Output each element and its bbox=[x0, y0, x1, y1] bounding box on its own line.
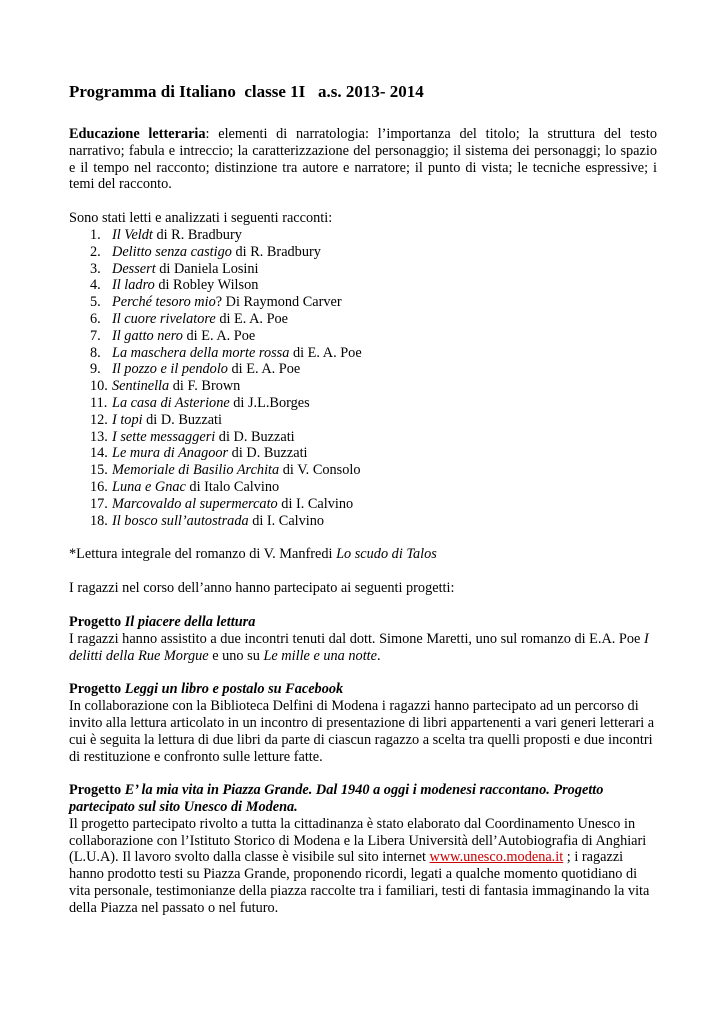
racconto-number: 15. bbox=[90, 462, 108, 479]
racconto-title: La casa di Asterione bbox=[112, 394, 230, 411]
racconto-item bbox=[90, 243, 657, 261]
lettura-integrale-text: *Lettura integrale del romanzo di V. Manfredi bbox=[69, 546, 337, 563]
racconto-title: La maschera della morte rossa bbox=[112, 344, 290, 361]
racconto-item bbox=[90, 226, 657, 244]
racconto-number: 18. bbox=[90, 512, 108, 529]
racconto-title: Luna e Gnac bbox=[112, 478, 186, 495]
racconto-number: 10. bbox=[90, 378, 108, 395]
progetto1-label: Progetto bbox=[69, 613, 125, 630]
racconto-title: I topi bbox=[112, 411, 143, 428]
racconto-item bbox=[90, 344, 657, 362]
racconto-author: di D. Buzzati bbox=[142, 411, 222, 428]
racconto-number: 17. bbox=[90, 495, 108, 512]
racconto-author: di Italo Calvino bbox=[185, 478, 280, 495]
racconto-author: di F. Brown bbox=[169, 378, 241, 395]
racconto-author: di V. Consolo bbox=[279, 462, 361, 479]
progetto3-label: Progetto bbox=[69, 782, 125, 799]
racconto-number: 9. bbox=[90, 361, 101, 378]
racconto-item bbox=[90, 294, 657, 311]
racconto-item bbox=[90, 462, 657, 479]
racconto-number: 14. bbox=[90, 445, 108, 462]
progetto1-text-a: I ragazzi hanno assistito a due incontri tenuti dal dott. Simone Maretti, uno sul romanzo di E.A. Poe bbox=[69, 630, 644, 647]
racconto-author: di E. A. Poe bbox=[182, 327, 256, 344]
racconto-item bbox=[90, 277, 657, 294]
racconto-title: Delitto senza castigo bbox=[112, 243, 232, 260]
racconti-list bbox=[69, 227, 657, 529]
racconto-number: 12. bbox=[90, 411, 108, 428]
racconto-title: Il ladro bbox=[112, 277, 155, 294]
racconto-number: 16. bbox=[90, 478, 108, 495]
racconto-author: di E. A. Poe bbox=[215, 310, 289, 327]
progetto3-heading bbox=[69, 782, 657, 816]
racconto-author: di D. Buzzati bbox=[215, 428, 295, 445]
progetto3-text-b: ; i ragazzi hanno prodotto testi su Piazza Grande, proponendo ricordi, legati a qualche momento quotidiano di vita personale, testimonianze della piazza raccolte tra i familiari, testi di fantasia immaginando la vita della Piazza nel passato o nel futuro. bbox=[69, 849, 650, 916]
racconto-title: Il cuore rivelatore bbox=[112, 310, 216, 327]
racconto-item bbox=[90, 428, 657, 446]
racconto-title: Sentinella bbox=[112, 378, 170, 395]
racconto-title: Il pozzo e il pendolo bbox=[112, 361, 228, 378]
racconto-author: di E. A. Poe bbox=[227, 361, 301, 378]
racconto-number: 13. bbox=[90, 428, 108, 445]
progetto1-text-b: e uno su bbox=[208, 647, 264, 664]
racconto-author: di Robley Wilson bbox=[154, 277, 259, 294]
racconto-author: di I. Calvino bbox=[277, 495, 354, 512]
progetto3-name: E’ la mia vita in Piazza Grande. Dal 1940 a oggi i modenesi raccontano. Progetto partecipato sul sito Unesco di Modena. bbox=[69, 782, 604, 816]
progetto3-body bbox=[69, 816, 657, 917]
lettura-integrale-title: Lo scudo di Talos bbox=[336, 546, 437, 563]
racconto-author: ? Di Raymond Carver bbox=[215, 294, 342, 311]
racconto-number: 2. bbox=[90, 243, 101, 260]
racconto-author: di D. Buzzati bbox=[228, 445, 308, 462]
progetto1-name: Il piacere della lettura bbox=[124, 613, 256, 630]
lettura-integrale bbox=[69, 546, 657, 563]
racconto-item bbox=[90, 495, 657, 513]
racconto-item bbox=[90, 361, 657, 378]
racconto-number: 5. bbox=[90, 294, 101, 311]
progetto2-heading bbox=[69, 681, 657, 698]
racconto-item bbox=[90, 411, 657, 429]
racconto-number: 4. bbox=[90, 277, 101, 294]
racconto-title: Il Veldt bbox=[112, 226, 153, 243]
racconto-number: 3. bbox=[90, 260, 101, 277]
racconto-item bbox=[90, 378, 657, 395]
racconto-author: di Daniela Losini bbox=[155, 260, 259, 277]
racconto-item bbox=[90, 260, 657, 278]
educazione-letteraria-paragraph bbox=[69, 126, 657, 193]
document-title: Programma di Italiano classe 1I a.s. 2013- 2014 bbox=[69, 82, 424, 101]
racconto-number: 1. bbox=[90, 226, 101, 243]
racconto-item bbox=[90, 445, 657, 462]
progetto3-text-a: Il progetto partecipato rivolto a tutta la cittadinanza è stato elaborato dal Coordinamento Unesco in collaborazione con l’Istituto Storico di Modena e la Libera Università dell’Autobiografia di Anghiari (L.U.A). Il lavoro svolto dalla classe è visibile sul sito internet bbox=[69, 815, 647, 866]
racconto-title: Perché tesoro mio bbox=[112, 294, 216, 311]
racconto-title: Il bosco sull’autostrada bbox=[112, 512, 249, 529]
racconto-author: di E. A. Poe bbox=[289, 344, 362, 361]
racconto-item bbox=[90, 310, 657, 328]
progetto1-text-c: . bbox=[377, 647, 381, 664]
racconto-author: di J.L.Borges bbox=[229, 394, 310, 411]
progetto1-heading bbox=[69, 614, 657, 631]
educazione-label: Educazione letteraria bbox=[69, 126, 206, 142]
racconto-item bbox=[90, 478, 657, 496]
progetto1-body bbox=[69, 631, 657, 665]
progetto2-name: Leggi un libro e postalo su Facebook bbox=[124, 681, 344, 698]
racconto-number: 7. bbox=[90, 327, 101, 344]
racconto-author: di R. Bradbury bbox=[152, 226, 242, 243]
educazione-text: : elementi di narratologia: l’importanza del titolo; la struttura del testo narrativo; fabula e intreccio; la caratterizzazione del personaggio; il sistema dei personaggi; lo spazio e il tempo nel racconto; distinzione tra autore e narratore; il punto di vista; le tecniche espressive; i temi del racconto. bbox=[69, 126, 657, 193]
racconto-number: 11. bbox=[90, 394, 108, 411]
racconto-title: Dessert bbox=[112, 260, 156, 277]
progetto2-body: In collaborazione con la Biblioteca Delfini di Modena i ragazzi hanno partecipato ad un percorso di invito alla lettura articolato in un incontro di presentazione di libri appartenenti a vari generi letterari a cui è seguita la lettura di due libri da parte di ciascun ragazzo a scelta tra quelli proposti e due incontri di restituzione e confronto sulle letture fatte. bbox=[69, 698, 655, 765]
racconto-title: Memoriale di Basilio Archita bbox=[112, 462, 280, 479]
racconto-item bbox=[90, 327, 657, 345]
racconto-item bbox=[90, 394, 657, 412]
racconto-title: Le mura di Anagoor bbox=[112, 445, 229, 462]
document-page bbox=[69, 82, 657, 917]
racconto-number: 6. bbox=[90, 310, 101, 327]
racconto-title: I sette messaggeri bbox=[112, 428, 216, 445]
racconto-title: Il gatto nero bbox=[112, 327, 183, 344]
racconto-author: di R. Bradbury bbox=[231, 243, 321, 260]
racconti-intro: Sono stati letti e analizzati i seguenti racconti: bbox=[69, 210, 333, 227]
unesco-link[interactable]: www.unesco.modena.it bbox=[429, 849, 564, 866]
racconto-author: di I. Calvino bbox=[248, 512, 325, 529]
racconto-number: 8. bbox=[90, 344, 101, 361]
progetto1-book1: I delitti della Rue Morgue bbox=[69, 630, 649, 664]
racconto-item bbox=[90, 512, 657, 530]
racconto-title: Marcovaldo al supermercato bbox=[112, 495, 278, 512]
progetto2-label: Progetto bbox=[69, 681, 125, 698]
progetto1-book2: Le mille e una notte bbox=[263, 647, 377, 664]
progetti-intro: I ragazzi nel corso dell’anno hanno partecipato ai seguenti progetti: bbox=[69, 580, 455, 597]
